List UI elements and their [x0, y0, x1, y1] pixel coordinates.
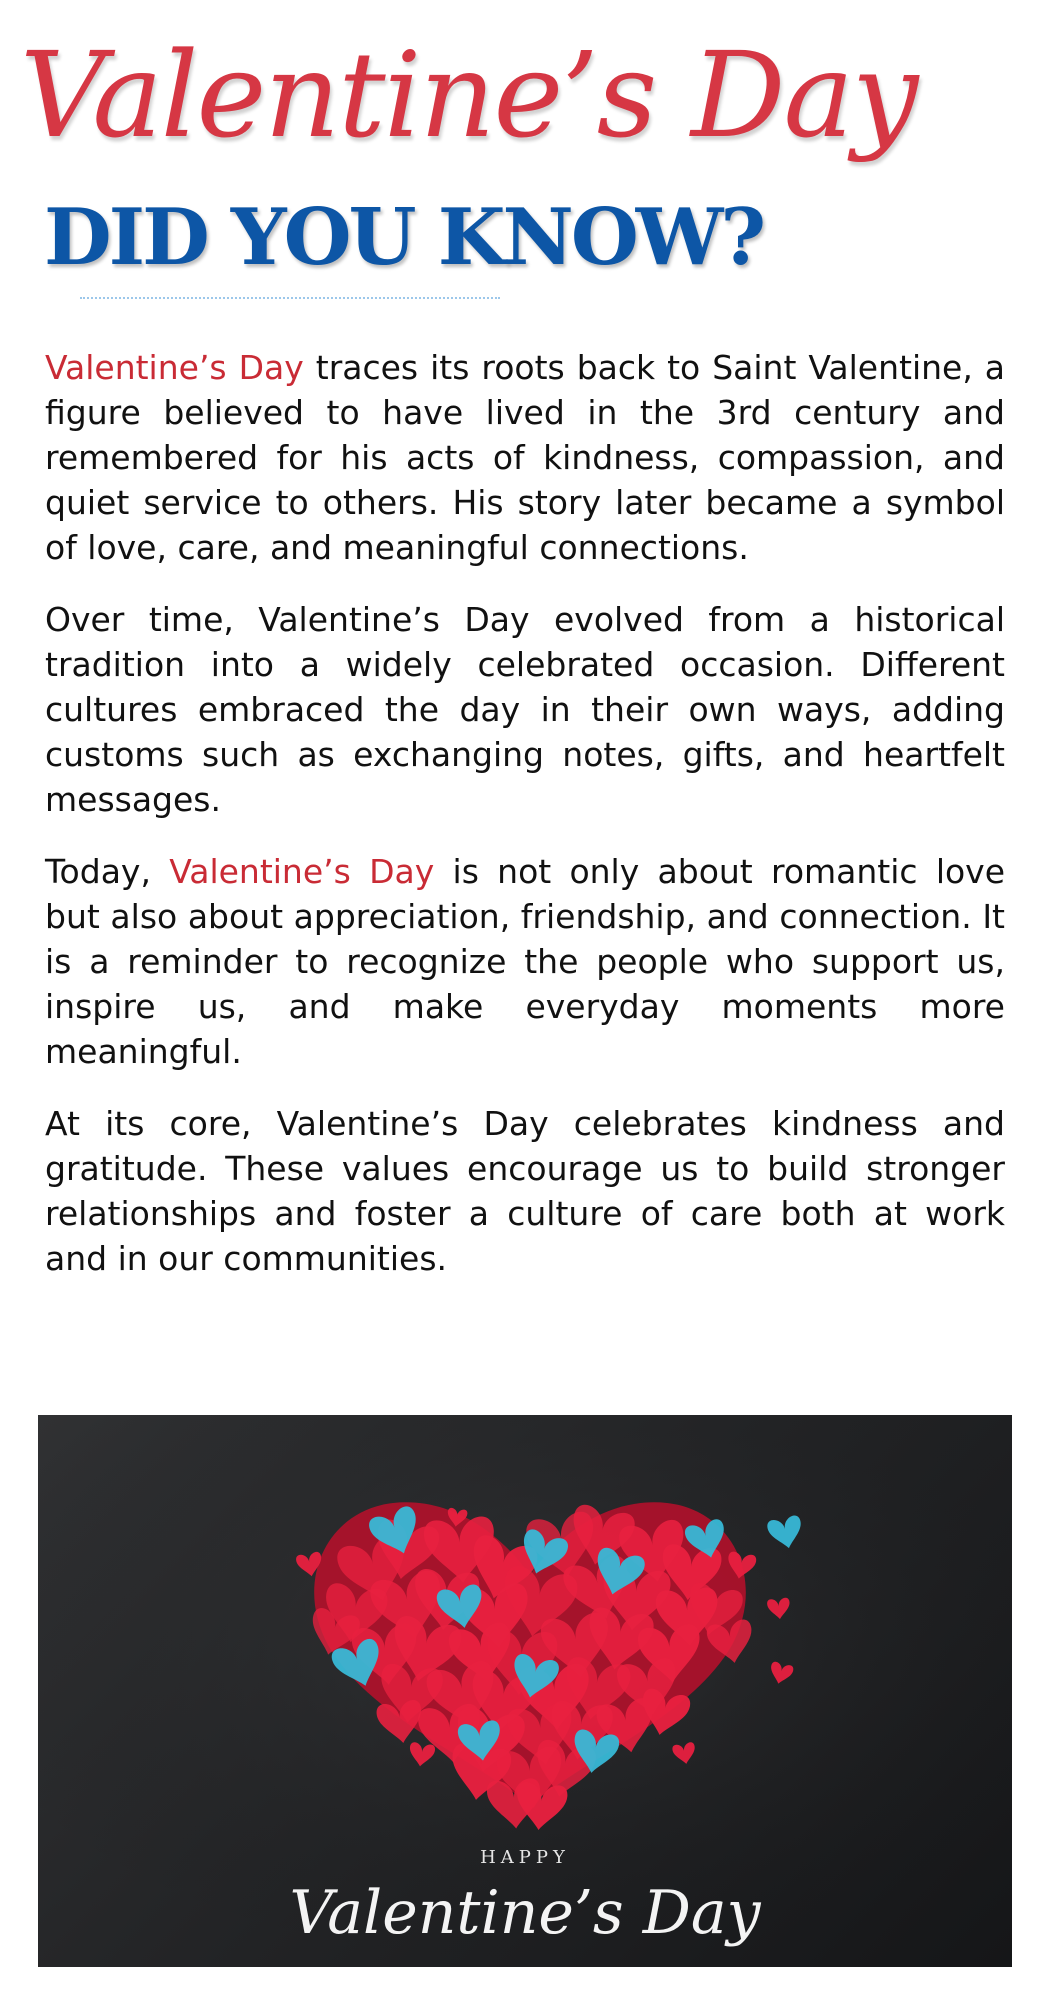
paragraph-2: Over time, Valentine’s Day evolved from a historical tradition into a widely celebrated occasion. Different cultures embraced the day in their own ways, adding customs such as exchanging notes, gifts, and heartfelt messages. [45, 600, 1005, 819]
paragraph-1-text: traces its roots back to Saint Valentine, a figure believed to have lived in the 3rd century and remembered for his acts of kindness, compassion, and quiet service to others. His story later became a symbol of love, care, and meaningful connections. [45, 348, 1006, 567]
paragraph-4: At its core, Valentine’s Day celebrates kindness and gratitude. These values encourage us to build stronger relationships and foster a culture of care both at work and in our communities. [45, 1104, 1005, 1278]
paragraph-1 [45, 345, 1005, 570]
title-divider [80, 297, 500, 299]
paragraph-3 [45, 849, 1005, 1074]
highlight-valentines-day: Valentine’s Day [45, 348, 304, 387]
highlight-valentines-day: Valentine’s Day [169, 852, 435, 891]
article-body [45, 345, 1005, 1308]
photo-happy-label: HAPPY [480, 1847, 570, 1868]
paragraph-3-text: is not only about romantic love but also about appreciation, friendship, and connection. It is a reminder to recognize the people who support us, inspire us, and make everyday moments more meaningful. [45, 852, 1006, 1071]
page-title: Valentine’s Day [20, 26, 917, 164]
valentine-photo [38, 1415, 1012, 1967]
paragraph-3-start: Today, [45, 852, 170, 891]
photo-script-label: Valentine’s Day [289, 1878, 761, 1948]
page-subtitle: DID YOU KNOW? [44, 192, 764, 283]
